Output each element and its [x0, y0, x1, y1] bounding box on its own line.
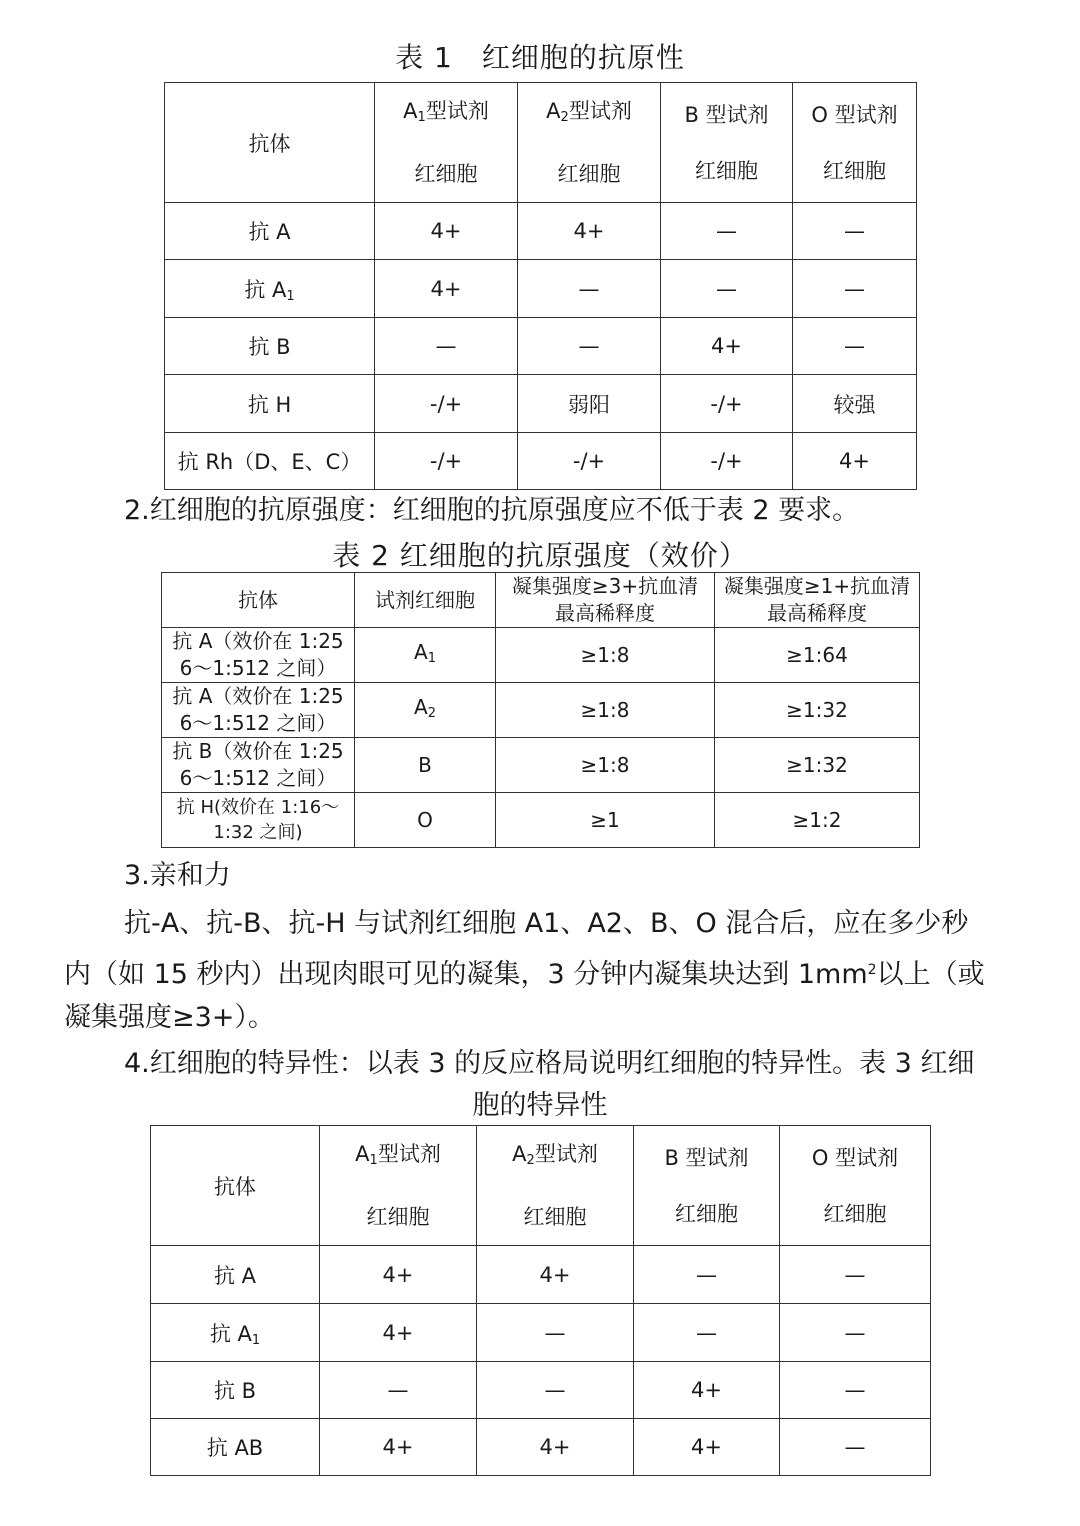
paragraph-2: 2.红细胞的抗原强度：红细胞的抗原强度应不低于表 2 要求。	[124, 495, 860, 526]
row-antibody: 抗 H	[165, 375, 375, 433]
row-antibody: 抗 A	[151, 1246, 320, 1304]
row-antibody: 抗 A（效价在 1:25 6～1:512 之间）	[162, 628, 355, 683]
table-row	[162, 628, 920, 683]
cell: -/+	[661, 375, 793, 433]
cell: -/+	[375, 375, 518, 433]
para3-line2: 内（如 15 秒内）出现肉眼可见的凝集，3 分钟内凝集块达到 $1mm^2$以上（或	[64, 959, 985, 990]
table1-header-antibody: 抗体	[165, 83, 375, 203]
table-row	[165, 203, 917, 260]
cell: 4+	[661, 318, 793, 375]
row-antibody: 抗 B	[151, 1362, 320, 1419]
table2-header-cell: 试剂红细胞	[355, 573, 496, 628]
cell: —	[518, 260, 661, 318]
table-row	[162, 793, 920, 848]
row-antibody: 抗 Rh（D、E、C）	[165, 433, 375, 490]
cell: 4+	[477, 1246, 634, 1304]
table3-header-col: B 型试剂 红细胞	[634, 1126, 780, 1246]
cell: —	[477, 1304, 634, 1362]
table-row	[151, 1304, 931, 1362]
cell: —	[320, 1362, 477, 1419]
table-row	[151, 1246, 931, 1304]
table-row	[151, 1362, 931, 1419]
cell: —	[518, 318, 661, 375]
cell: —	[793, 318, 917, 375]
table-row	[165, 433, 917, 490]
cell: ≥1:8	[496, 738, 715, 793]
cell: —	[793, 260, 917, 318]
cell: —	[661, 260, 793, 318]
row-antibody: 抗 A（效价在 1:25 6～1:512 之间）	[162, 683, 355, 738]
cell: ≥1:8	[496, 683, 715, 738]
cell: —	[634, 1304, 780, 1362]
cell: —	[793, 203, 917, 260]
para4-line2: 胞的特异性	[472, 1090, 608, 1121]
cell: 4+	[375, 260, 518, 318]
para3-line1: 抗-A、抗-B、抗-H 与试剂红细胞 A1、A2、B、O 混合后，应在多少秒	[124, 908, 969, 939]
table-row	[165, 318, 917, 375]
table2-header-row	[162, 573, 920, 628]
cell: -/+	[375, 433, 518, 490]
table3-header-col: $A_2$型试剂 红细胞	[477, 1126, 634, 1246]
para4-line1: 4.红细胞的特异性：以表 3 的反应格局说明红细胞的特异性。表 3 红细	[124, 1048, 975, 1079]
cell: ≥1:32	[715, 738, 920, 793]
reagent-cell: $A_1$	[355, 628, 496, 683]
table3-header-antibody: 抗体	[151, 1126, 320, 1246]
cell: —	[477, 1362, 634, 1419]
section-3-heading: 3.亲和力	[124, 860, 231, 891]
table-row	[165, 375, 917, 433]
table1-header-col: B 型试剂 红细胞	[661, 83, 793, 203]
table2-header-antibody: 抗体	[162, 573, 355, 628]
table3	[150, 1125, 931, 1476]
row-antibody: 抗 B（效价在 1:25 6～1:512 之间）	[162, 738, 355, 793]
table-row	[162, 738, 920, 793]
cell: —	[375, 318, 518, 375]
cell: -/+	[661, 433, 793, 490]
cell: 4+	[634, 1362, 780, 1419]
cell: -/+	[518, 433, 661, 490]
row-antibody: 抗 AB	[151, 1419, 320, 1476]
table3-header-col: O 型试剂 红细胞	[780, 1126, 931, 1246]
cell: 4+	[375, 203, 518, 260]
table1	[164, 82, 917, 490]
table2-title: 表 2 红细胞的抗原强度（效价）	[332, 539, 748, 572]
row-antibody: 抗 A	[165, 203, 375, 260]
table2-header-3plus: 凝集强度≥3+抗血清最高稀释度	[496, 573, 715, 628]
table-row	[165, 260, 917, 318]
table1-title: 表 1 红细胞的抗原性	[395, 41, 685, 74]
cell: ≥1:32	[715, 683, 920, 738]
table1-header-col: $A_2$型试剂 红细胞	[518, 83, 661, 203]
row-antibody: 抗 B	[165, 318, 375, 375]
cell: —	[780, 1304, 931, 1362]
row-antibody: 抗 $A_1$	[165, 260, 375, 318]
cell: 4+	[634, 1419, 780, 1476]
reagent-cell: O	[355, 793, 496, 848]
cell: 4+	[793, 433, 917, 490]
cell: 4+	[320, 1419, 477, 1476]
table1-header-col: O 型试剂 红细胞	[793, 83, 917, 203]
cell: 弱阳	[518, 375, 661, 433]
table2-header-1plus: 凝集强度≥1+抗血清最高稀释度	[715, 573, 920, 628]
cell: —	[634, 1246, 780, 1304]
cell: —	[780, 1362, 931, 1419]
cell: ≥1:64	[715, 628, 920, 683]
table3-header-row	[151, 1126, 931, 1246]
reagent-cell: B	[355, 738, 496, 793]
reagent-cell: $A_2$	[355, 683, 496, 738]
cell: ≥1:8	[496, 628, 715, 683]
cell: 4+	[518, 203, 661, 260]
cell: —	[661, 203, 793, 260]
table-row	[162, 683, 920, 738]
cell: 4+	[477, 1419, 634, 1476]
table1-header-row	[165, 83, 917, 203]
cell: —	[780, 1246, 931, 1304]
cell: 较强	[793, 375, 917, 433]
row-antibody: 抗 $A_1$	[151, 1304, 320, 1362]
table3-header-col: $A_1$型试剂 红细胞	[320, 1126, 477, 1246]
para3-line3: 凝集强度≥3+）。	[64, 1002, 275, 1033]
cell: 4+	[320, 1304, 477, 1362]
cell: ≥1:2	[715, 793, 920, 848]
table1-header-col: $A_1$型试剂 红细胞	[375, 83, 518, 203]
cell: ≥1	[496, 793, 715, 848]
table2	[161, 572, 920, 848]
cell: —	[780, 1419, 931, 1476]
cell: 4+	[320, 1246, 477, 1304]
row-antibody: 抗 H(效价在 1:16～ 1:32 之间)	[162, 793, 355, 848]
table-row	[151, 1419, 931, 1476]
